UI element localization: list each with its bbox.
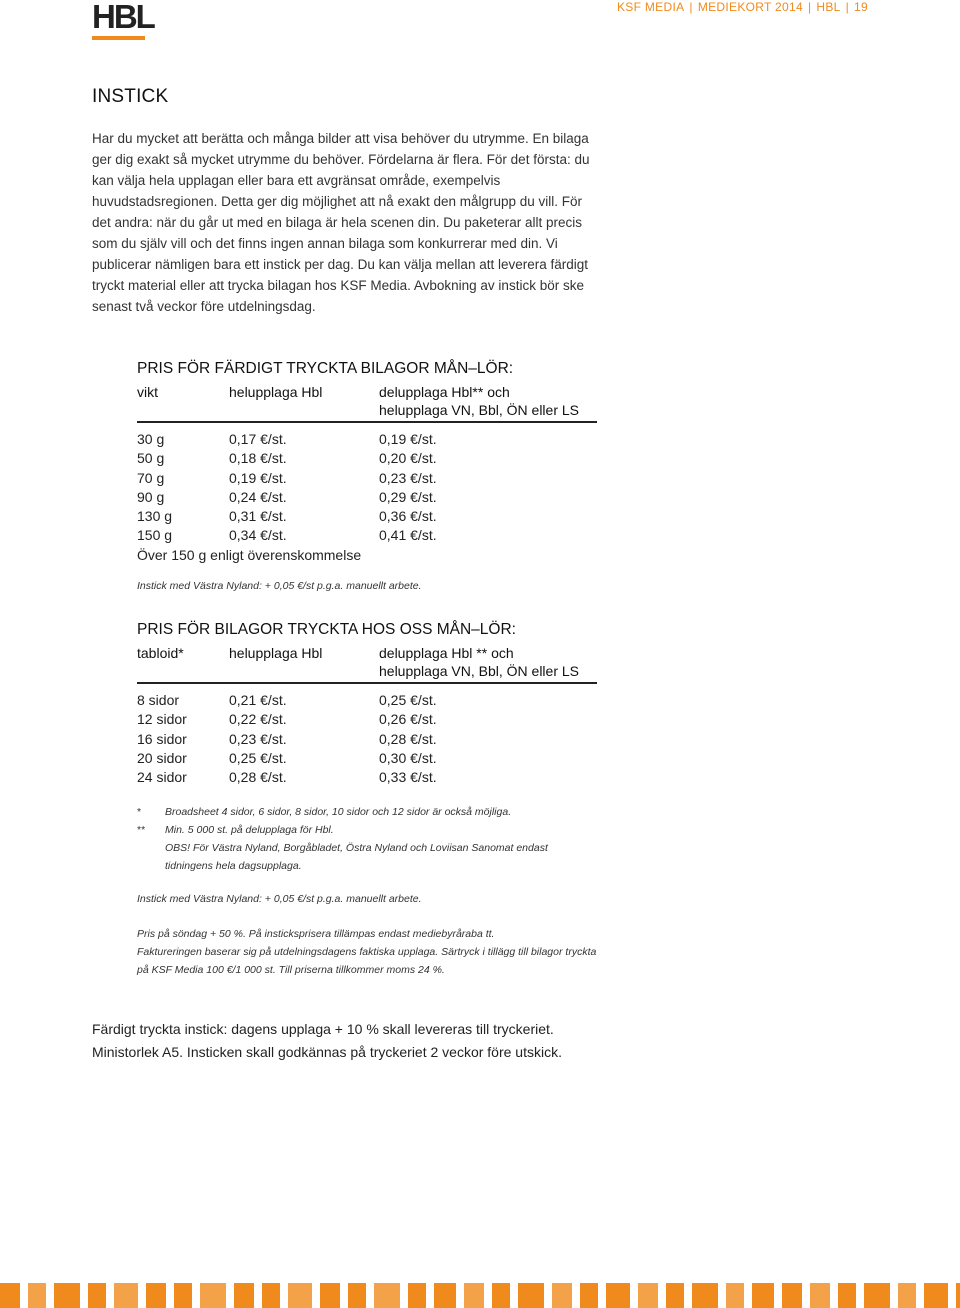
footer-block xyxy=(692,1283,718,1308)
table1-extra-row xyxy=(137,547,597,566)
page-number: 19 xyxy=(854,0,868,14)
footer-block xyxy=(348,1283,366,1308)
table2-title: PRIS FÖR BILAGOR TRYCKTA HOS OSS MÅN–LÖR: xyxy=(137,621,516,638)
cell-weight: 130 g xyxy=(137,508,173,525)
cell-partial: 0,36 €/st. xyxy=(379,508,437,525)
footnote xyxy=(137,839,597,875)
meta-publisher: KSF MEDIA xyxy=(617,0,685,14)
table1-header-partial-2: helupplaga VN, Bbl, ÖN eller LS xyxy=(379,402,579,418)
footer-block xyxy=(782,1283,802,1308)
cell-full: 0,24 €/st. xyxy=(229,488,287,505)
table2-header-partial: delupplaga Hbl ** och xyxy=(379,645,514,661)
final-info xyxy=(92,1018,562,1064)
table1-body xyxy=(137,431,597,566)
cell-weight: 150 g xyxy=(137,527,173,544)
footer-block xyxy=(518,1283,544,1308)
final-line-1: Färdigt tryckta instick: dagens upplaga + 10 % skall levereras till tryckeriet. xyxy=(92,1021,554,1037)
footer-block xyxy=(924,1283,948,1308)
footer-block xyxy=(492,1283,510,1308)
cell-full: 0,25 €/st. xyxy=(229,749,287,766)
footer-block xyxy=(956,1283,960,1308)
cell-partial: 0,23 €/st. xyxy=(379,469,437,486)
cell-full: 0,23 €/st. xyxy=(229,730,287,747)
footer-block xyxy=(0,1283,20,1308)
logo-text: HBL xyxy=(92,0,154,35)
footer-block xyxy=(28,1283,46,1308)
cell-partial: 0,29 €/st. xyxy=(379,488,437,505)
footer-block xyxy=(752,1283,774,1308)
cell-full: 0,22 €/st. xyxy=(229,711,287,728)
table1-header-full: helupplaga Hbl xyxy=(229,384,323,400)
cell-full: 0,21 €/st. xyxy=(229,692,287,708)
table1-header xyxy=(137,383,597,423)
footer-decoration xyxy=(0,1283,960,1308)
table1-header-weight: vikt xyxy=(137,384,158,400)
footer-block xyxy=(174,1283,192,1308)
cell-full: 0,34 €/st. xyxy=(229,527,287,544)
table-row xyxy=(137,731,597,750)
cell-pages: 16 sidor xyxy=(137,730,187,747)
cell-partial: 0,33 €/st. xyxy=(379,769,437,786)
footer-block xyxy=(54,1283,80,1308)
price-table-printed-by-us xyxy=(137,621,597,788)
page-title: INSTICK xyxy=(92,86,169,107)
footer-block xyxy=(288,1283,312,1308)
table1-header-partial: delupplaga Hbl** och xyxy=(379,384,510,400)
table1-extra: Över 150 g enligt överenskommelse xyxy=(137,546,362,563)
table2-body xyxy=(137,692,597,788)
footer-block xyxy=(810,1283,830,1308)
table2-header xyxy=(137,644,597,684)
cell-pages: 12 sidor xyxy=(137,711,187,728)
footer-block xyxy=(898,1283,916,1308)
cell-partial: 0,19 €/st. xyxy=(379,431,437,447)
footnote xyxy=(137,821,597,839)
price-table-printed-inserts xyxy=(137,360,597,592)
cell-weight: 70 g xyxy=(137,469,165,486)
footer-block xyxy=(320,1283,340,1308)
footer-block xyxy=(146,1283,166,1308)
logo-underline xyxy=(92,36,145,40)
footer-block xyxy=(374,1283,400,1308)
table-row xyxy=(137,711,597,730)
footer-block xyxy=(864,1283,890,1308)
cell-weight: 50 g xyxy=(137,450,165,467)
footer-block xyxy=(234,1283,254,1308)
table1-note: Instick med Västra Nyland: + 0,05 €/st p.g.a. manuellt arbete. xyxy=(137,580,422,593)
footer-block xyxy=(838,1283,856,1308)
cell-partial: 0,30 €/st. xyxy=(379,749,437,766)
footnotes xyxy=(137,803,597,875)
footnote xyxy=(137,803,597,821)
footer-block xyxy=(638,1283,658,1308)
table-row xyxy=(137,692,597,711)
meta-document: MEDIEKORT 2014 xyxy=(697,0,803,14)
cell-weight: 90 g xyxy=(137,488,165,505)
footnote-text: Min. 5 000 st. på delupplaga för Hbl. xyxy=(165,824,334,836)
table2-header-full: helupplaga Hbl xyxy=(229,645,323,661)
cell-pages: 8 sidor xyxy=(137,692,180,708)
table-row xyxy=(137,527,597,546)
cell-partial: 0,26 €/st. xyxy=(379,711,437,728)
table-row xyxy=(137,769,597,788)
note-billing: Faktureringen baserar sig på utdelningsdagens faktiska upplaga. Särtryck i tillägg till bilagor tryckta på KSF Media 100 €/1 000 st. Till priserna tillkommer moms 24 %. xyxy=(137,946,597,976)
table-row xyxy=(137,750,597,769)
table-row xyxy=(137,508,597,527)
table1-title: PRIS FÖR FÄRDIGT TRYCKTA BILAGOR MÅN–LÖR: xyxy=(137,360,514,377)
footer-block xyxy=(464,1283,484,1308)
footer-block xyxy=(88,1283,106,1308)
meta-brand: HBL xyxy=(816,0,841,14)
cell-full: 0,17 €/st. xyxy=(229,431,287,447)
cell-pages: 20 sidor xyxy=(137,749,187,766)
footer-block xyxy=(114,1283,138,1308)
cell-partial: 0,25 €/st. xyxy=(379,692,437,708)
final-line-2: Ministorlek A5. Insticken skall godkännas på tryckeriet 2 veckor före utskick. xyxy=(92,1044,562,1060)
footnote-text: OBS! För Västra Nyland, Borgåbladet, Östra Nyland och Loviisan Sanomat endast tidningens hela dagsupplaga. xyxy=(165,842,548,872)
table2-header-format: tabloid* xyxy=(137,645,184,661)
table2-header-partial-2: helupplaga VN, Bbl, ÖN eller LS xyxy=(379,663,579,679)
cell-full: 0,28 €/st. xyxy=(229,769,287,786)
cell-pages: 24 sidor xyxy=(137,769,187,786)
footer-block xyxy=(200,1283,226,1308)
table-row xyxy=(137,431,597,450)
footer-block xyxy=(434,1283,456,1308)
footer-block xyxy=(606,1283,630,1308)
header-meta: KSF MEDIA | MEDIEKORT 2014 | HBL | 19 xyxy=(617,0,868,14)
cell-partial: 0,28 €/st. xyxy=(379,730,437,747)
table-row xyxy=(137,450,597,469)
footer-block xyxy=(262,1283,280,1308)
cell-full: 0,19 €/st. xyxy=(229,469,287,486)
cell-partial: 0,41 €/st. xyxy=(379,527,437,544)
footer-block xyxy=(552,1283,572,1308)
cell-partial: 0,20 €/st. xyxy=(379,450,437,467)
cell-full: 0,31 €/st. xyxy=(229,508,287,525)
footer-block xyxy=(666,1283,684,1308)
table-row xyxy=(137,470,597,489)
footer-block xyxy=(408,1283,426,1308)
footnote-text: Broadsheet 4 sidor, 6 sidor, 8 sidor, 10 sidor och 12 sidor är också möjliga. xyxy=(165,806,512,818)
table-row xyxy=(137,489,597,508)
intro-paragraph: Har du mycket att berätta och många bilder att visa behöver du utrymme. En bilaga ger dig exakt så mycket utrymme du behöver. Fördelarna är flera. För det första: du kan välja hela upplagan eller bara ett avgränsat område, exempelvis huvudstadsregionen. Detta ger dig möjlighet att nå exakt den målgrupp du vill. För det andra: när du går ut med en bilaga är hela scenen din. Du paketerar allt precis som du själv vill och det finns ingen annan bilaga som konkurrerar med din. Vi publicerar nämligen bara ett instick per dag. Du kan välja mellan att leverera färdigt tryckt material eller att trycka bilagan hos KSF Media. Avbokning av instick bör ske senast två veckor före utdelningsdag. xyxy=(92,131,590,314)
footer-block xyxy=(726,1283,744,1308)
footnote-mark: * xyxy=(137,806,142,818)
note-sunday: Pris på söndag + 50 %. På insticksprisera tillämpas endast mediebyråraba tt. xyxy=(137,928,495,940)
note-vastra-nyland: Instick med Västra Nyland: + 0,05 €/st p.g.a. manuellt arbete. xyxy=(137,893,422,905)
cell-weight: 30 g xyxy=(137,431,165,447)
footnote-mark: ** xyxy=(137,824,146,836)
cell-full: 0,18 €/st. xyxy=(229,450,287,467)
hbl-logo xyxy=(92,0,154,40)
footer-block xyxy=(580,1283,598,1308)
